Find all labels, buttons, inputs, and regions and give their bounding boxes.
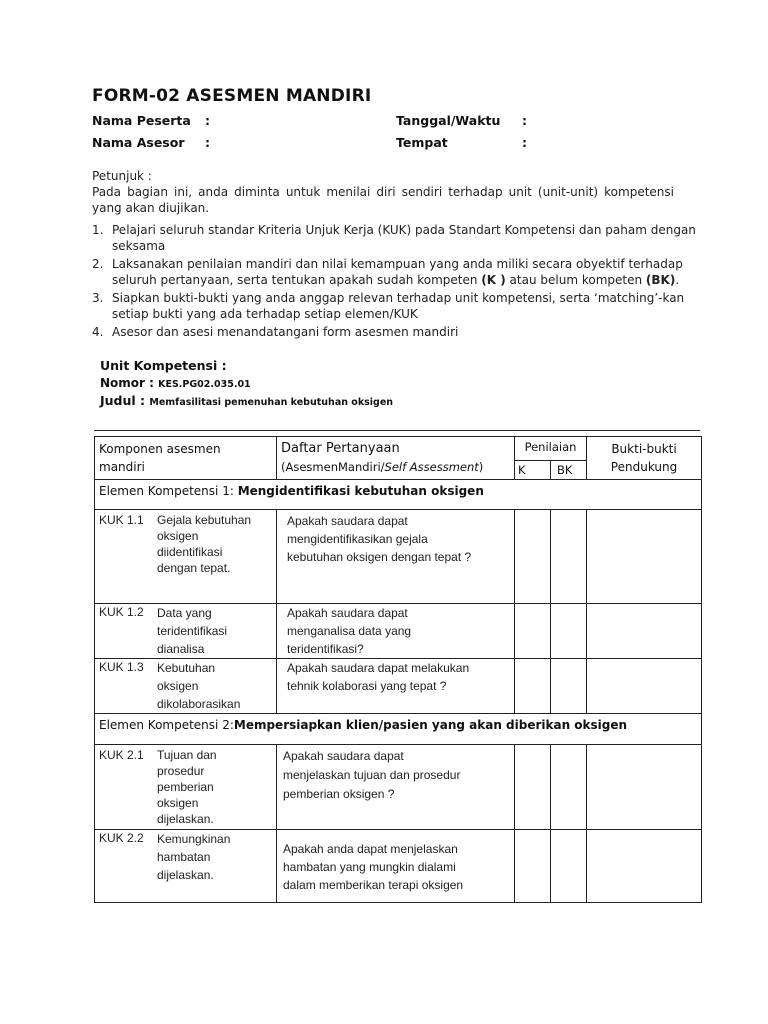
petunjuk-item-2-cont [112, 272, 679, 288]
bk-checkbox-cell[interactable] [551, 659, 587, 714]
tempat-label: Tempat [396, 135, 448, 150]
kuk-text-line: oksigen [157, 529, 199, 543]
kuk-text [157, 747, 272, 827]
kuk-text-line: dikolaborasikan [157, 697, 241, 711]
kuk-cell [95, 510, 277, 604]
petunjuk-item-3: Siapkan bukti-bukti yang anda anggap relevan terhadap unit kompetensi, serta ‘matching’-kan [112, 291, 685, 305]
kuk-text [157, 659, 272, 713]
header-bukti-line2: Pendukung [610, 460, 678, 474]
tempat-colon: : [522, 135, 527, 150]
petunjuk-item-4-num: 4. [92, 325, 104, 339]
bukti-cell[interactable] [587, 510, 702, 604]
unit-nomor [100, 376, 251, 390]
kompeten-code: (K ) [481, 273, 506, 287]
bukti-cell[interactable] [587, 745, 702, 830]
kuk-cell [95, 659, 277, 714]
header-penilaian: Penilaian [515, 437, 587, 461]
kuk-code: KUK 1.3 [99, 660, 144, 674]
belum-kompeten-code: (BK) [645, 273, 676, 287]
kuk-text [157, 512, 272, 576]
kuk-1-3 [99, 659, 272, 713]
petunjuk-intro: Pada bagian ini, anda diminta untuk menilai diri sendiri terhadap unit (unit-unit) kompetensi yang akan diujikan. [92, 185, 674, 215]
header-bukti-line1: Bukti-bukti [611, 442, 677, 456]
elemen-2-row [95, 714, 702, 745]
k-checkbox-cell[interactable] [515, 830, 551, 903]
nama-asesor-colon: : [205, 135, 210, 150]
table-row [95, 830, 702, 903]
bukti-cell[interactable] [587, 830, 702, 903]
question-line: Apakah saudara dapat [283, 749, 404, 763]
question-line: mengidentifikasikan gejala [287, 532, 428, 546]
petunjuk-label: Petunjuk : [92, 169, 152, 183]
elemen-1 [95, 480, 702, 510]
kuk-text-line: dijelaskan. [157, 812, 214, 826]
question-line: hambatan yang mungkin dialami [283, 860, 456, 874]
unit-kompetensi-label: Unit Kompetensi : [100, 358, 227, 373]
kuk-text-line: oksigen [157, 679, 199, 693]
kuk-text-line: Data yang [157, 606, 212, 620]
kuk-1-2 [99, 604, 272, 658]
question-cell [277, 745, 515, 830]
kuk-2-2 [99, 830, 272, 884]
question-line: Apakah saudara dapat [287, 514, 408, 528]
kuk-code: KUK 1.2 [99, 605, 144, 619]
nama-peserta-label: Nama Peserta [92, 113, 191, 128]
bk-checkbox-cell[interactable] [551, 830, 587, 903]
question-line: teridentifikasi? [287, 642, 364, 656]
kuk-code: KUK 2.1 [99, 748, 144, 762]
bukti-cell[interactable] [587, 604, 702, 659]
kuk-text-line: Kebutuhan [157, 661, 216, 675]
header-daftar-pertanyaan [277, 437, 515, 480]
question-line: dalam memberikan terapi oksigen [283, 878, 464, 892]
form-title: FORM-02 ASESMEN MANDIRI [92, 86, 372, 106]
header-bukti [587, 437, 702, 480]
elemen-2-title: Mempersiapkan klien/pasien yang akan diberikan oksigen [233, 718, 628, 732]
nama-peserta-colon: : [205, 113, 210, 128]
petunjuk-item-4: Asesor dan asesi menandatangani form asesmen mandiri [112, 325, 459, 339]
question-line: Apakah saudara dapat [287, 606, 408, 620]
question-cell [277, 604, 515, 659]
kuk-text-line: teridentifikasi [157, 624, 228, 638]
unit-judul [100, 393, 393, 408]
question-cell [277, 659, 515, 714]
bukti-cell[interactable] [587, 659, 702, 714]
question-line: Apakah anda dapat menjelaskan [283, 842, 458, 856]
header-daftar-sub-b: Self Assessment [384, 460, 479, 474]
kuk-text-line: Tujuan dan [157, 748, 217, 762]
assessment-table [94, 436, 702, 903]
question-line: tehnik kolaborasi yang tepat ? [287, 679, 447, 693]
header-komponen-line2: mandiri [99, 460, 145, 474]
tanggal-colon: : [522, 113, 527, 128]
bk-checkbox-cell[interactable] [551, 510, 587, 604]
elemen-1-row [95, 480, 702, 510]
header-k: K [515, 461, 551, 480]
bk-checkbox-cell[interactable] [551, 745, 587, 830]
nama-asesor-label: Nama Asesor [92, 135, 185, 150]
table-row [95, 745, 702, 830]
judul-label: Judul [100, 393, 136, 408]
kuk-text [157, 604, 272, 658]
k-checkbox-cell[interactable] [515, 745, 551, 830]
kuk-text-line: hambatan [157, 850, 211, 864]
petunjuk-item-2: Laksanakan penilaian mandiri dan nilai kemampuan yang anda miliki secara obyektif terhadap [112, 257, 683, 271]
petunjuk-item-3-cont: setiap bukti yang ada terhadap setiap elemen/KUK [112, 307, 418, 321]
k-checkbox-cell[interactable] [515, 659, 551, 714]
table-header-row [95, 437, 702, 461]
judul-value: Memfasilitasi pemenuhan kebutuhan oksigen [149, 397, 394, 408]
kuk-text-line: dianalisa [157, 642, 205, 656]
petunjuk-item-1: Pelajari seluruh standar Kriteria Unjuk Kerja (KUK) pada Standart Kompetensi dan paham dengan [112, 223, 696, 237]
petunjuk-item-1-num: 1. [92, 223, 104, 237]
kuk-1-1 [99, 512, 272, 576]
header-daftar-line1: Daftar Pertanyaan [281, 441, 400, 456]
question-line: kebutuhan oksigen dengan tepat ? [287, 550, 472, 564]
kuk-text-line: Kemungkinan [157, 832, 231, 846]
header-bk: BK [551, 461, 587, 480]
question-line: Apakah saudara dapat melakukan [287, 661, 470, 675]
petunjuk-item-3-num: 3. [92, 291, 104, 305]
header-komponen-line1: Komponen asesmen [99, 442, 221, 456]
question-line: menjelaskan tujuan dan prosedur [283, 768, 461, 782]
kuk-text-line: prosedur [157, 764, 205, 778]
table-row [95, 604, 702, 659]
petunjuk-item-2-text: seluruh pertanyaan, serta tentukan apakah sudah kompeten [112, 273, 482, 287]
kuk-code: KUK 1.1 [99, 513, 144, 527]
header-daftar-sub-a: (AsesmenMandiri/ [281, 460, 385, 474]
header-daftar-line2 [281, 458, 510, 476]
petunjuk-item-1-cont: seksama [112, 239, 166, 253]
petunjuk-item-2-end: . [675, 273, 680, 287]
elemen-1-prefix: Elemen Kompetensi 1: [99, 484, 238, 498]
kuk-2-1 [99, 747, 272, 827]
elemen-1-title: Mengidentifikasi kebutuhan oksigen [237, 484, 484, 498]
judul-colon: : [135, 393, 150, 408]
question-cell [277, 830, 515, 903]
petunjuk-item-2-num: 2. [92, 257, 104, 271]
elemen-2-prefix: Elemen Kompetensi 2: [99, 718, 234, 732]
kuk-text-line: oksigen [157, 796, 199, 810]
kuk-code: KUK 2.2 [99, 831, 144, 845]
tanggal-label: Tanggal/Waktu [396, 113, 501, 128]
nomor-label: Nomor : [100, 376, 159, 390]
question-line: menganalisa data yang [287, 624, 412, 638]
kuk-text [157, 830, 272, 884]
kuk-text-line: pemberian [157, 780, 214, 794]
question-cell [277, 510, 515, 604]
header-komponen [95, 437, 277, 480]
kuk-cell [95, 604, 277, 659]
table-row [95, 510, 702, 604]
kuk-text-line: dijelaskan. [157, 868, 214, 882]
kuk-text-line: dengan tepat. [157, 561, 231, 575]
nomor-value: KES.PG02.035.01 [158, 379, 251, 390]
kuk-text-line: diidentifikasi [157, 545, 223, 559]
kuk-cell [95, 745, 277, 830]
elemen-2 [95, 714, 702, 745]
divider-line [94, 430, 700, 431]
kuk-cell [95, 830, 277, 903]
k-checkbox-cell[interactable] [515, 510, 551, 604]
bk-checkbox-cell[interactable] [551, 604, 587, 659]
question-line: pemberian oksigen ? [283, 787, 395, 801]
petunjuk-item-2-mid: atau belum kompeten [505, 273, 646, 287]
k-checkbox-cell[interactable] [515, 604, 551, 659]
table-row [95, 659, 702, 714]
header-daftar-sub-c: ) [478, 460, 484, 474]
kuk-text-line: Gejala kebutuhan [157, 513, 252, 527]
